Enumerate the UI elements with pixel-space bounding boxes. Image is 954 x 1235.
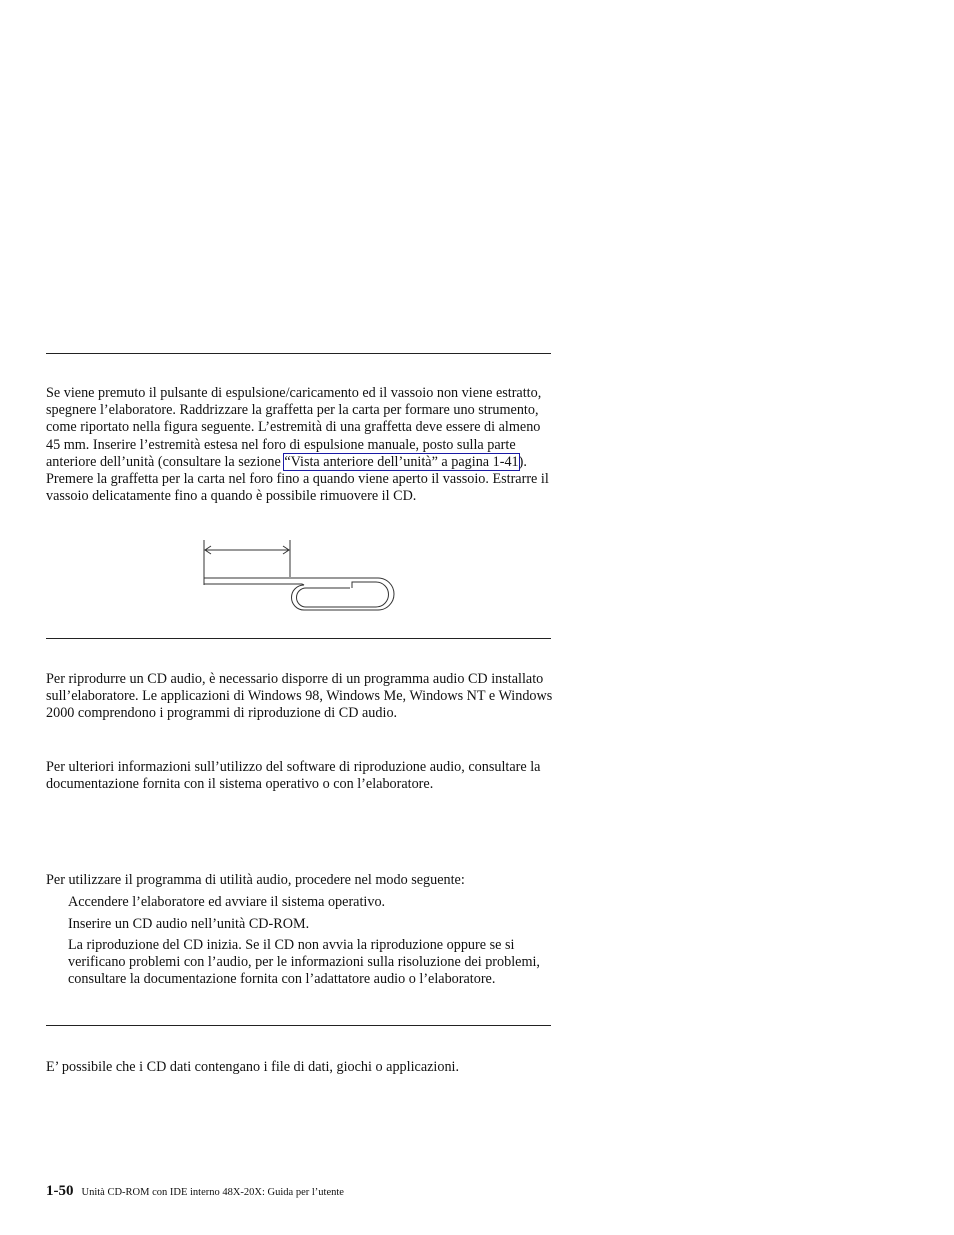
front-view-cross-reference-link[interactable]: “Vista anteriore dell’unità” a pagina 1-41 [284, 453, 519, 470]
eject-text-after-link: ). Premere la graffetta per la carta nel foro fino a quando viene aperto il vassoio. Estrarre il vassoio delicatamente fino a quando è possibile rimuovere il CD. [46, 453, 549, 505]
paper-clip-illustration [200, 535, 400, 615]
step-item: Inserire un CD audio nell’unità CD-ROM. [68, 916, 310, 932]
step-item: Accendere l’elaboratore ed avviare il sistema operativo. [68, 894, 386, 910]
eject-text-before-link: Se viene premuto il pulsante di espulsione/caricamento ed il vassoio non viene estratto, spegnere l’elaboratore. Raddrizzare la graffetta per la carta per formare uno strumento, come riportato nella figura seguente. L’estremità di una graffetta deve essere di almeno 45 mm. Inserire l’estremità estesa nel foro di espulsione manuale, posto sulla parte anteriore dell’unità (consultare la sezione [46, 385, 542, 470]
section-divider [46, 1025, 551, 1026]
book-title: Unità CD-ROM con IDE interno 48X-20X: Guida per l’utente [81, 1187, 344, 1198]
page-number: 1-50 [46, 1183, 74, 1199]
data-cd-paragraph: E’ possibile che i CD dati contengano i file di dati, giochi o applicazioni. [46, 1059, 460, 1075]
clip-outer-loop [292, 578, 395, 610]
eject-instructions-paragraph [46, 385, 556, 505]
page-footer [46, 1182, 344, 1200]
section-divider [46, 638, 551, 639]
audio-cd-paragraph: Per riprodurre un CD audio, è necessario disporre di un programma audio CD installato sull’elaboratore. Le applicazioni di Windows 98, Windows Me, Windows NT e Windows 2000 comprendono i programmi di riproduzione di CD audio. [46, 671, 553, 722]
audio-software-info-paragraph: Per ulteriori informazioni sull’utilizzo del software di riproduzione audio, consultare la documentazione fornita con il sistema operativo o con l’elaboratore. [46, 759, 541, 793]
audio-utility-intro-paragraph: Per utilizzare il programma di utilità audio, procedere nel modo seguente: [46, 872, 465, 888]
clip-inner-loop [297, 582, 389, 607]
section-divider [46, 353, 551, 354]
step-item: La riproduzione del CD inizia. Se il CD non avvia la riproduzione oppure se si verificano problemi con l’audio, per le informazioni sulla risoluzione dei problemi, consultare la documentazione fornita con l’adattatore audio o l’elaboratore. [68, 937, 540, 988]
